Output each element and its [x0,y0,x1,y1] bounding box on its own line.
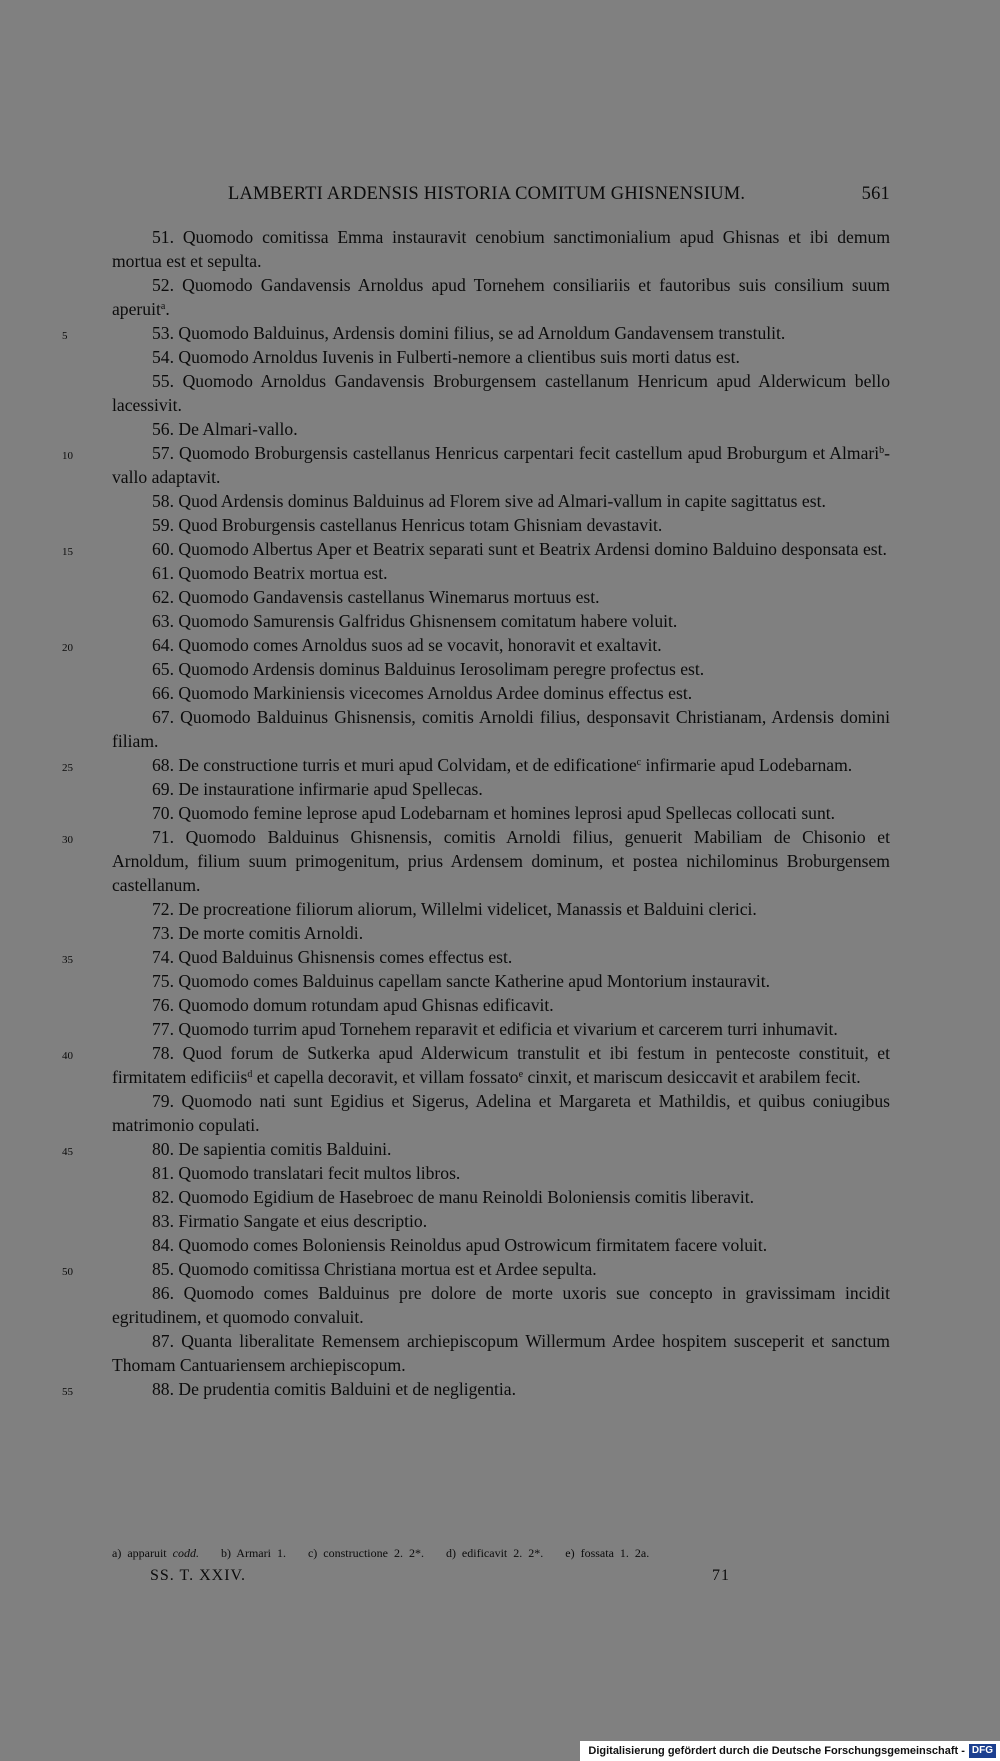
chapter-entry [112,585,890,609]
footnote-marker: d [247,1069,253,1080]
line-number: 10 [62,450,73,462]
line-number: 45 [62,1146,73,1158]
entry-text: 60. Quomodo Albertus Aper et Beatrix separati sunt et Beatrix Ardensi domino Balduino desponsata est. [152,539,887,559]
entry-text: 69. De instauratione infirmarie apud Spellecas. [152,779,483,799]
entry-text: 86. Quomodo comes Balduinus pre dolore de morte uxoris sue concepto in gravissimam incidit egritudinem, et quomodo convaluit. [112,1283,890,1327]
chapter-entry [112,1281,890,1329]
chapter-entry [112,897,890,921]
chapter-entry [112,609,890,633]
chapter-entry [112,1089,890,1137]
chapter-entry [112,1017,890,1041]
entry-text: 73. De morte comitis Arnoldi. [152,923,364,943]
entry-text: 59. Quod Broburgensis castellanus Henricus totam Ghisniam devastavit. [152,515,663,535]
chapter-entry [112,273,890,321]
line-number: 15 [62,546,73,558]
footnote [221,1546,286,1560]
entry-text: 61. Quomodo Beatrix mortua est. [152,563,388,583]
entry-text: 88. De prudentia comitis Balduini et de negligentia. [152,1379,517,1399]
footnote-marker: a [160,301,166,312]
chapter-entry [112,1185,890,1209]
chapter-entry [112,369,890,417]
entry-text: 64. Quomodo comes Arnoldus suos ad se vocavit, honoravit et exaltavit. [152,635,662,655]
entry-text: 53. Quomodo Balduinus, Ardensis domini filius, se ad Arnoldum Gandavensem transtulit. [152,323,786,343]
chapter-entry [112,657,890,681]
chapter-entry [62,633,890,657]
entry-text: 56. De Almari-vallo. [152,419,298,439]
footnote [565,1546,649,1560]
entry-text: 84. Quomodo comes Boloniensis Reinoldus apud Ostrowicum firmitatem facere voluit. [152,1235,768,1255]
chapter-entry [62,441,890,489]
footnote [446,1546,543,1560]
chapter-entry [62,321,890,345]
chapter-entry [62,753,890,777]
footnote-emphasis: codd. [172,1546,199,1560]
entry-text: 58. Quod Ardensis dominus Balduinus ad Florem sive ad Almari-vallum in capite sagittatus est. [152,491,826,511]
footnote-text: a) apparuit [112,1546,173,1560]
chapter-entry [62,1257,890,1281]
footnote-text: d) edificavit 2. 2*. [445,1546,544,1560]
chapter-entry [62,945,890,969]
page-number: 561 [861,184,890,204]
chapter-entry [112,921,890,945]
chapter-entry [112,777,890,801]
entry-text: 72. De procreatione filiorum aliorum, Willelmi videlicet, Manassis et Balduini clerici. [152,899,757,919]
entry-text: infirmarie apud Lodebarnam. [641,755,853,775]
running-title: LAMBERTI ARDENSIS HISTORIA COMITUM GHISNENSIUM. [228,184,746,204]
line-number: 55 [62,1386,73,1398]
chapter-entry [112,1233,890,1257]
entry-text: 54. Quomodo Arnoldus Iuvenis in Fulberti-nemore a clientibus suis morti datus est. [152,347,740,367]
entry-text: 85. Quomodo comitissa Christiana mortua est et Ardee sepulta. [152,1259,597,1279]
entry-text: -vallo adaptavit. [112,443,890,487]
entry-text: 76. Quomodo domum rotundam apud Ghisnas edificavit. [152,995,554,1015]
volume-signature: SS. T. XXIV. [150,1567,247,1584]
chapter-entry [112,1329,890,1377]
entry-text: 83. Firmatio Sangate et eius descriptio. [152,1211,428,1231]
chapter-entry [112,225,890,273]
chapter-entry [112,513,890,537]
chapter-entry [112,993,890,1017]
entry-text: 55. Quomodo Arnoldus Gandavensis Broburgensem castellanum Henricum apud Alderwicum bello lacessivit. [112,371,890,415]
sheet-number: 71 [712,1567,730,1584]
entry-text: 87. Quanta liberalitate Remensem archiepiscopum Willermum Ardee hospitem susceperit et sanctum Thomam Cantuariensem archiepiscopum. [112,1331,890,1375]
footnotes [112,1546,890,1561]
entry-text: 79. Quomodo nati sunt Egidius et Sigerus, Adelina et Margareta et Mathildis, et quibus coniugibus matrimonio copulati. [112,1091,890,1135]
entry-text: . [165,299,170,319]
chapter-entry [62,1137,890,1161]
chapter-entry [112,1209,890,1233]
footnote-marker: c [636,757,642,768]
entry-text: 51. Quomodo comitissa Emma instauravit cenobium sanctimonialium apud Ghisnas et ibi demum mortua est et sepulta. [112,227,890,271]
funding-credit [580,1741,1000,1761]
credit-text: Digitalisierung gefördert durch die Deutsche Forschungsgemeinschaft - [588,1745,965,1757]
line-number: 5 [62,330,68,342]
footnote-text: b) Armari 1. [220,1546,286,1560]
entry-text: cinxit, et mariscum desiccavit et arabilem fecit. [523,1067,861,1087]
entry-text: 67. Quomodo Balduinus Ghisnensis, comitis Arnoldi filius, desponsavit Christianam, Ardensis domini filiam. [112,707,890,751]
entry-text: 62. Quomodo Gandavensis castellanus Winemarus mortuus est. [152,587,600,607]
entry-text: 65. Quomodo Ardensis dominus Balduinus Ierosolimam peregre profectus est. [152,659,705,679]
dfg-logo: DFG [969,1744,996,1758]
entry-text: 63. Quomodo Samurensis Galfridus Ghisnensem comitatum habere voluit. [152,611,678,631]
chapter-entry [112,801,890,825]
footnote-text: e) fossata 1. 2a. [565,1546,650,1560]
line-number: 40 [62,1050,73,1062]
chapter-entry [62,1377,890,1401]
footnote [112,1546,199,1560]
footnote-marker: b [879,445,885,456]
line-number: 50 [62,1266,73,1278]
chapter-entry [112,1161,890,1185]
chapter-entry [112,417,890,441]
entry-text: 75. Quomodo comes Balduinus capellam sancte Katherine apud Montorium instauravit. [152,971,771,991]
entry-text: 81. Quomodo translatari fecit multos libros. [152,1163,461,1183]
footnote-marker: e [518,1069,524,1080]
chapter-entry [62,1041,890,1089]
chapter-entry [112,345,890,369]
entry-text: 70. Quomodo femine leprose apud Lodebarnam et homines leprosi apud Spellecas collocati sunt. [152,803,836,823]
line-number: 25 [62,762,73,774]
chapter-entry [62,825,890,897]
chapter-entry [112,489,890,513]
footnote [308,1546,424,1560]
line-number: 30 [62,834,73,846]
chapter-entry [62,537,890,561]
chapter-list [62,225,890,1401]
entry-text: 71. Quomodo Balduinus Ghisnensis, comitis Arnoldi filius, genuerit Mabiliam de Chisonio et Arnoldum, filium suum primogenitum, prius Ardensem dominum, et postea nichilominus Broburgensem castellanum. [112,827,890,895]
line-number: 20 [62,642,73,654]
entry-text: 68. De constructione turris et muri apud Colvidam, et de edificatione [152,755,637,775]
entry-text: 82. Quomodo Egidium de Hasebroec de manu Reinoldi Boloniensis comitis liberavit. [152,1187,755,1207]
line-number: 35 [62,954,73,966]
footnote-text: c) constructione 2. 2*. [307,1546,424,1560]
chapter-entry [112,561,890,585]
chapter-entry [112,969,890,993]
entry-text: et capella decoravit, et villam fossato [252,1067,519,1087]
chapter-entry [112,705,890,753]
entry-text: 78. Quod forum de Sutkerka apud Alderwicum transtulit et ibi festum in pentecoste constituit, et firmitatem edificiis [112,1043,890,1087]
chapter-entry [112,681,890,705]
entry-text: 52. Quomodo Gandavensis Arnoldus apud Tornehem consiliariis et fautoribus suis consilium suum aperuit [112,275,890,319]
entry-text: 74. Quod Balduinus Ghisnensis comes effectus est. [152,947,513,967]
entry-text: 66. Quomodo Markiniensis vicecomes Arnoldus Ardee dominus effectus est. [152,683,693,703]
entry-text: 80. De sapientia comitis Balduini. [152,1139,392,1159]
entry-text: 57. Quomodo Broburgensis castellanus Henricus carpentari fecit castellum apud Broburgum et Almari [152,443,880,463]
entry-text: 77. Quomodo turrim apud Tornehem reparavit et edificia et vivarium et carcerem turri inhumavit. [152,1019,838,1039]
